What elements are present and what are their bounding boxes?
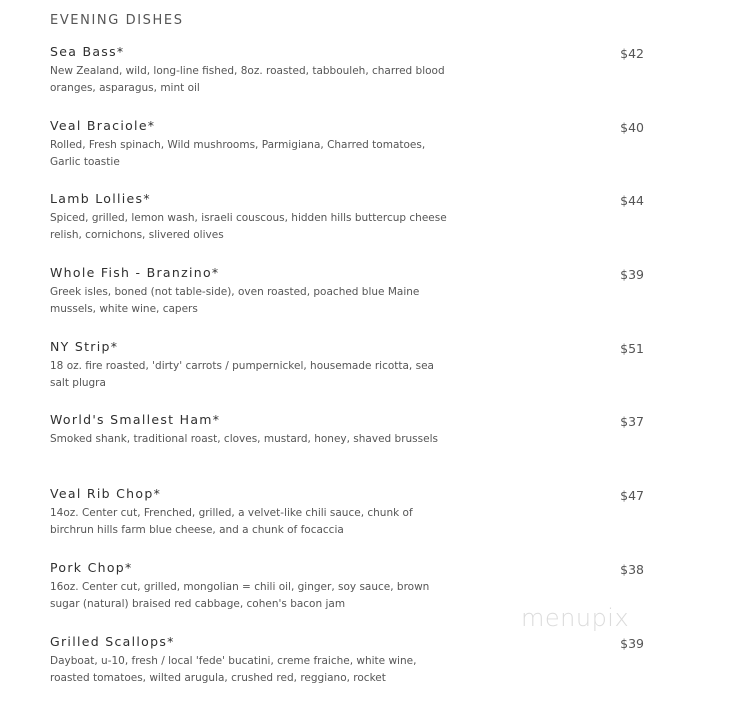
menu-item-price: $39	[620, 636, 644, 651]
menu-item-price: $51	[620, 341, 644, 356]
menu-item-description: 14oz. Center cut, Frenched, grilled, a velvet-like chili sauce, chunk of birchrun hills farm blue cheese, and a chunk of focaccia	[50, 505, 450, 539]
menu-item	[0, 44, 755, 118]
menu-item-name: Lamb Lollies*	[50, 191, 151, 206]
menu-item	[0, 634, 755, 707]
menupix-watermark: menupix	[521, 604, 629, 632]
menu-item-description: New Zealand, wild, long-line fished, 8oz. roasted, tabbouleh, charred blood oranges, asparagus, mint oil	[50, 63, 450, 97]
menu-item-name: NY Strip*	[50, 339, 118, 354]
menu-item	[0, 265, 755, 339]
menu-item-name: Grilled Scallops*	[50, 634, 175, 649]
menu-item-price: $42	[620, 46, 644, 61]
menu-item-name: Sea Bass*	[50, 44, 124, 59]
menu-item	[0, 339, 755, 413]
menu-item	[0, 191, 755, 265]
menu-item-name: Pork Chop*	[50, 560, 133, 575]
menu-item	[0, 560, 755, 634]
menu-list	[0, 44, 755, 707]
menu-item-price: $37	[620, 414, 644, 429]
menu-item-description: 16oz. Center cut, grilled, mongolian = chili oil, ginger, soy sauce, brown sugar (natural) braised red cabbage, cohen's bacon jam	[50, 579, 450, 613]
menu-item-price: $44	[620, 193, 644, 208]
menu-item-description: 18 oz. fire roasted, 'dirty' carrots / pumpernickel, housemade ricotta, sea salt plugra	[50, 358, 450, 392]
menu-item-name: Veal Braciole*	[50, 118, 155, 133]
menu-item-price: $39	[620, 267, 644, 282]
menu-item-description: Greek isles, boned (not table-side), oven roasted, poached blue Maine mussels, white wine, capers	[50, 284, 450, 318]
section-title: EVENING DISHES	[50, 13, 184, 28]
menu-item-description: Rolled, Fresh spinach, Wild mushrooms, Parmigiana, Charred tomatoes, Garlic toastie	[50, 137, 450, 171]
menu-item-price: $47	[620, 488, 644, 503]
menu-item-price: $40	[620, 120, 644, 135]
menu-item-description: Smoked shank, traditional roast, cloves, mustard, honey, shaved brussels	[50, 431, 450, 448]
menu-item-name: World's Smallest Ham*	[50, 412, 220, 427]
menu-item-name: Whole Fish - Branzino*	[50, 265, 219, 280]
menu-item-price: $38	[620, 562, 644, 577]
menu-item-description: Dayboat, u-10, fresh / local 'fede' bucatini, creme fraiche, white wine, roasted tomatoes, wilted arugula, crushed red, reggiano, rocket	[50, 653, 450, 687]
menu-item-description: Spiced, grilled, lemon wash, israeli couscous, hidden hills buttercup cheese relish, cornichons, slivered olives	[50, 210, 450, 244]
menu-item	[0, 412, 755, 486]
menu-item	[0, 118, 755, 192]
menu-item	[0, 486, 755, 560]
menu-item-name: Veal Rib Chop*	[50, 486, 161, 501]
